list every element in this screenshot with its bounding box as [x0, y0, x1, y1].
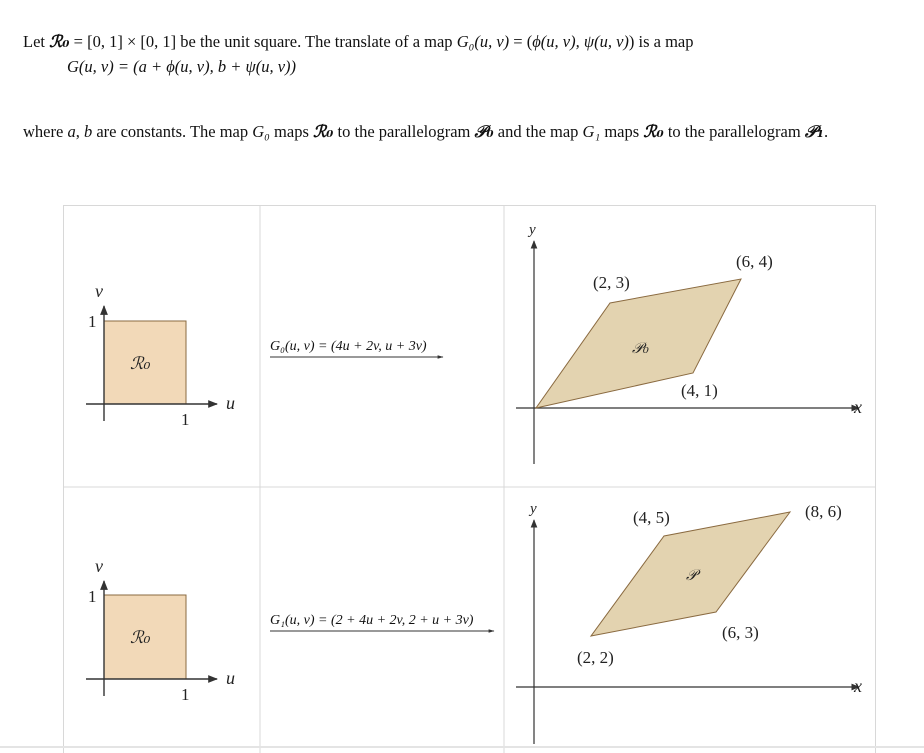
r0-label-1: ℛ₀ — [130, 354, 151, 374]
map-arrow-2 — [270, 613, 494, 631]
intro-paragraph: Let ℛ₀ = [0, 1] × [0, 1] be the unit square. The translate of a map G₀(u, v) = (ϕ(u, v), ψ(u, v)) is a map — [23, 31, 694, 51]
p0-label: 𝒫₀ — [632, 339, 649, 357]
v-label-2: v — [95, 556, 103, 576]
unit-square-diagram-2 — [86, 556, 235, 704]
point-label-2-3: (2, 3) — [593, 273, 630, 292]
unit-square-diagram-1 — [86, 281, 235, 429]
tick-u-label-1: 1 — [181, 410, 190, 429]
y-label-p0: y — [529, 222, 536, 238]
v-label-1: v — [95, 281, 103, 301]
point-label-6-3: (6, 3) — [722, 623, 759, 642]
y-label-p1: y — [530, 501, 537, 517]
u-label-2: u — [226, 668, 235, 688]
mapping-figure — [63, 205, 876, 753]
point-label-4-1: (4, 1) — [681, 381, 718, 400]
p1-label: 𝒫 — [686, 566, 697, 584]
x-label-p1: x — [854, 676, 862, 696]
where-paragraph: where a, b are constants. The map G₀ maps ℛ₀ to the parallelogram 𝒫₀ and the map G₁ maps ℛ₀ to the parallelogram 𝒫₁. — [23, 121, 829, 141]
map-label-g1: G₁(u, v) = (2 + 4u + 2v, 2 + u + 3v) — [270, 613, 474, 628]
point-label-4-5: (4, 5) — [633, 508, 670, 527]
point-label-8-6: (8, 6) — [805, 502, 842, 521]
map-label-g0: G₀(u, v) = (4u + 2v, u + 3v) — [270, 339, 427, 354]
point-label-2-2: (2, 2) — [577, 648, 614, 667]
map-arrow-1 — [270, 339, 443, 357]
x-label-p0: x — [854, 397, 862, 417]
r0-label-2: ℛ₀ — [130, 628, 151, 648]
parallelogram-diagram-2 — [516, 501, 862, 744]
r0-symbol: ℛ₀ — [49, 31, 70, 51]
tick-v-label-1: 1 — [88, 312, 97, 331]
translate-formula: G(u, v) = (a + ϕ(u, v), b + ψ(u, v)) — [67, 57, 297, 76]
point-label-6-4: (6, 4) — [736, 252, 773, 271]
bottom-divider — [0, 746, 924, 748]
tick-v-label-2: 1 — [88, 587, 97, 606]
parallelogram-diagram-1 — [516, 222, 862, 464]
tick-u-label-2: 1 — [181, 685, 190, 704]
u-label-1: u — [226, 393, 235, 413]
